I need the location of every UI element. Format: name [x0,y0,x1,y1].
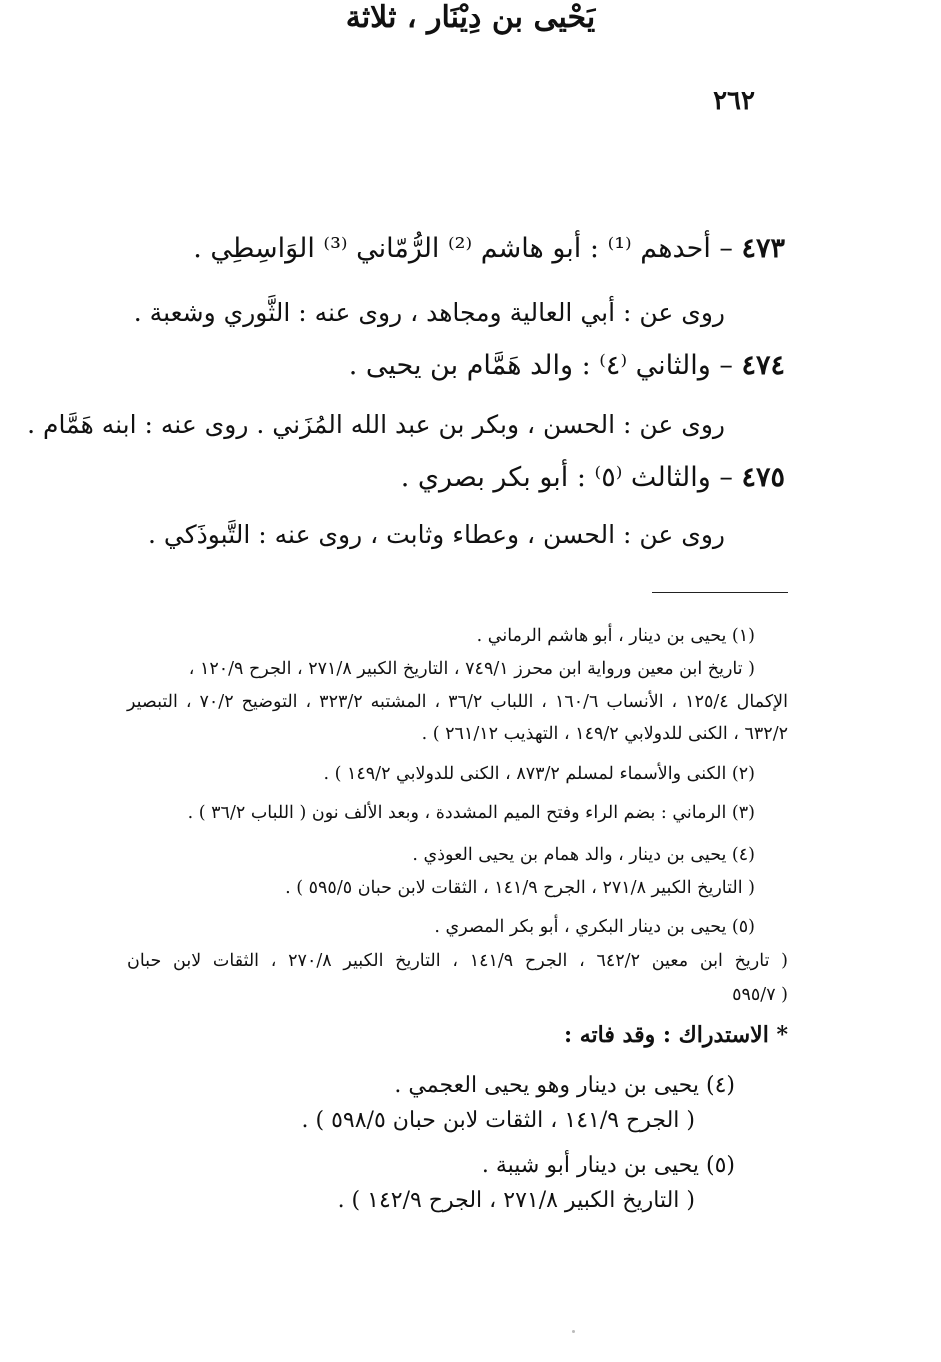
entry-number: ٤٧٥ [741,462,785,493]
entry-heading-text: – والثاني ⁽٤⁾ : والد هَمَّام بن يحيى . [348,350,742,381]
entry-number: ٤٧٤ [741,350,785,381]
entry-475-heading [401,462,785,493]
entry-474-narration: روى عن : الحسن ، وبكر بن عبد الله المُزَني . روى عنه : ابنه هَمَّام . [27,410,725,439]
footnote-5-refs-line1: ( تاريخ ابن معين ٦٤٢/٢ ، الجرح ١٤١/٩ ، التاريخ الكبير ٢٧٠/٨ ، الثقات لابن حبان [127,951,789,971]
istidrak-item-5-ref: ( التاريخ الكبير ٢٧١/٨ ، الجرح ١٤٢/٩ ) . [337,1188,695,1213]
chapter-title: يَحْيى بن دِيْنَار ، ثلاثة [345,0,596,35]
footnote-5-refs-line2: ٥٩٥/٧ ) [732,985,788,1005]
page-number: ٢٦٢ [713,86,755,116]
footnote-3: (٣) الرماني : بضم الراء وفتح الميم المشددة ، وبعد الألف نون ( اللباب ٣٦/٢ ) . [187,803,755,823]
entry-number: ٤٧٣ [741,233,785,264]
entry-heading-text: – أحدهم ⁽¹⁾ : أبو هاشم ⁽²⁾ الرُّمّاني ⁽³⁾ الوَاسِطِي . [193,233,742,264]
entry-heading-text: – والثالث ⁽٥⁾ : أبو بكر بصري . [400,462,742,493]
footnote-5: (٥) يحيى بن دينار البكري ، أبو بكر المصري . [434,917,755,937]
footnote-4-refs: ( التاريخ الكبير ٢٧١/٨ ، الجرح ١٤١/٩ ، الثقات لابن حبان ٥٩٥/٥ ) . [285,878,755,898]
istidrak-item-4-ref: ( الجرح ١٤١/٩ ، الثقات لابن حبان ٥٩٨/٥ ) . [301,1108,695,1133]
entry-474-heading [349,350,785,381]
footnote-1: (١) يحيى بن دينار ، أبو هاشم الرماني . [476,626,755,646]
istidrak-item-4: (٤) يحيى بن دينار وهو يحيى العجمي . [394,1073,735,1098]
footnote-1-refs-line3: ٦٣٢/٢ ، الكنى للدولابي ١٤٩/٢ ، التهذيب ٢٦١/١٢ ) . [421,724,788,744]
istidrak-heading: * الاستدراك : وقد فاته : [563,1022,788,1048]
entry-473-narration: روى عن : أبي العالية ومجاهد ، روى عنه : الثَّوري وشعبة . [133,298,725,327]
entry-475-narration: روى عن : الحسن ، وعطاء وثابت ، روى عنه : التَّبوذَكي . [147,520,725,549]
footnote-1-refs-line2: الإكمال ١٢٥/٤ ، الأنساب ١٦٠/٦ ، اللباب ٣٦/٢ ، المشتبه ٣٢٣/٢ ، التوضيح ٧٠/٢ ، التبصير [127,692,788,712]
scan-speck [572,1330,575,1333]
footnote-2: (٢) الكنى والأسماء لمسلم ٨٧٣/٢ ، الكنى للدولابي ١٤٩/٢ ) . [323,764,755,784]
entry-473-heading [193,233,785,264]
footnote-1-refs-line1: ( تاريخ ابن معين ورواية ابن محرز ٧٤٩/١ ، التاريخ الكبير ٢٧١/٨ ، الجرح ١٢٠/٩ ، [188,659,755,679]
istidrak-item-5: (٥) يحيى بن دينار أبو شيبة . [481,1153,735,1178]
footnote-4: (٤) يحيى بن دينار ، والد همام بن يحيى العوذي . [412,845,755,865]
footnote-divider [652,592,788,593]
